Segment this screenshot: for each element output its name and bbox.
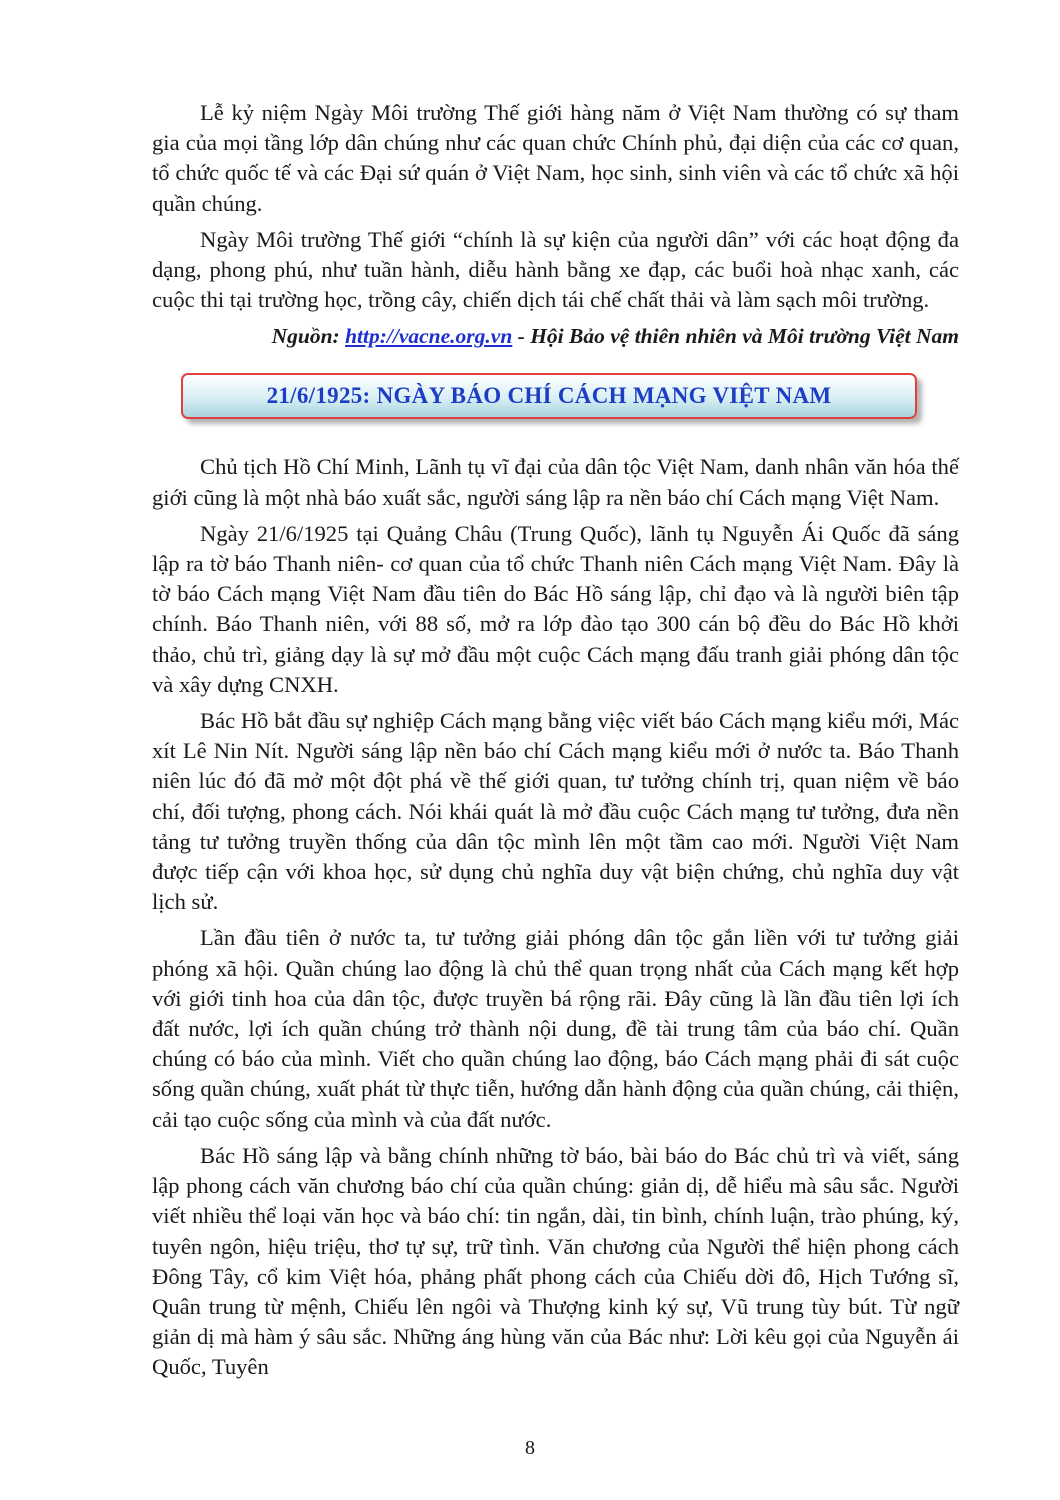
intro-paragraph-2: Ngày Môi trường Thế giới “chính là sự kiện của người dân” với các hoạt động đa dạng, phong phú, như tuần hành, diễu hành bằng xe đạp, các buổi hoà nhạc xanh, các cuộc thi tại trường học, trồng cây, chiến dịch tái chế chất thải và làm sạch môi trường. [152, 226, 959, 313]
section-banner [181, 373, 917, 421]
section-body [152, 452, 959, 1382]
section-paragraph-4: Lần đầu tiên ở nước ta, tư tưởng giải phóng dân tộc gắn liền với tư tưởng giải phóng xã hội. Quần chúng lao động là chủ thể quan trọng nhất của Cách mạng kết hợp với giới tinh hoa của dân tộc, được truyền bá rộng rãi. Đây cũng là lần đầu tiên lợi ích đất nước, lợi ích quần chúng trở thành nội dung, đề tài trung tâm của báo chí. Quần chúng có báo của mình. Viết cho quần chúng lao động, báo Cách mạng phải đi sát cuộc sống quần chúng, xuất phát từ thực tiễn, hướng dẫn hành động của quần chúng, cải thiện, cải tạo cuộc sống của mình và của đất nước. [152, 925, 959, 1132]
source-link[interactable]: http://vacne.org.vn [345, 324, 513, 349]
section-paragraph-3: Bác Hồ bắt đầu sự nghiệp Cách mạng bằng việc viết báo Cách mạng kiểu mới, Mác xít Lê Nin Nít. Người sáng lập nền báo chí Cách mạng kiểu mới ở nước ta. Báo Thanh niên lúc đó đã mở một đột phá về thế giới quan, tư tưởng chính trị, quan niệm về báo chí, đối tượng, phong cách. Nói khái quát là mở đầu cuộc Cách mạng tư tưởng, đưa nền tảng tư tưởng truyền thống của dân tộc mình lên một tầm cao mới. Người Việt Nam được tiếp cận với khoa học, sử dụng chủ nghĩa duy vật biện chứng, chủ nghĩa duy vật lịch sử. [152, 708, 959, 915]
section-paragraph-5: Bác Hồ sáng lập và bằng chính những tờ báo, bài báo do Bác chủ trì và viết, sáng lập phong cách văn chương báo chí của quần chúng: giản dị, dễ hiểu mà sâu sắc. Người viết nhiều thể loại văn học và báo chí: tin ngắn, dài, tin bình, chính luận, trào phúng, ký, tuyên ngôn, hiệu triệu, thơ tự sự, trữ tình. Văn chương của Người thể hiện phong cách Đông Tây, cổ kim Việt hóa, phảng phất phong cách của Chiếu dời đô, Hịch Tướng sĩ, Quân trung từ mệnh, Chiếu lên ngôi và Thượng kinh ký sự, Vũ trung tùy bút. Từ ngữ giản dị mà hàm ý sâu sắc. Những áng hùng văn của Bác như: Lời kêu gọi của Nguyễn ái Quốc, Tuyên [152, 1142, 959, 1380]
section-banner-box [181, 373, 917, 419]
document-page [152, 98, 959, 1389]
page-number: 8 [525, 1437, 535, 1459]
source-suffix: - Hội Bảo vệ thiên nhiên và Môi trường Việt Nam [512, 324, 959, 349]
section-paragraph-2: Ngày 21/6/1925 tại Quảng Châu (Trung Quốc), lãnh tụ Nguyễn Ái Quốc đã sáng lập ra tờ báo Thanh niên- cơ quan của tổ chức Thanh niên Cách mạng Việt Nam. Đây là tờ báo Cách mạng Việt Nam đầu tiên do Bác Hồ sáng lập, chỉ đạo và là người biên tập chính. Báo Thanh niên, với 88 số, mở ra lớp đào tạo 300 cán bộ đều do Bác Hồ khởi thảo, chủ trì, giảng dạy là sự mở đầu một cuộc Cách mạng đấu tranh giải phóng dân tộc và xây dựng CNXH. [152, 520, 959, 697]
intro-paragraph-1: Lễ kỷ niệm Ngày Môi trường Thế giới hàng năm ở Việt Nam thường có sự tham gia của mọi tầng lớp dân chúng như các quan chức Chính phủ, đại diện của các cơ quan, tổ chức quốc tế và các Đại sứ quán ở Việt Nam, học sinh, sinh viên và các tổ chức xã hội quần chúng. [152, 100, 959, 216]
source-citation [152, 321, 959, 351]
section-paragraph-1: Chủ tịch Hồ Chí Minh, Lãnh tụ vĩ đại của dân tộc Việt Nam, danh nhân văn hóa thế giới cũng là một nhà báo xuất sắc, người sáng lập ra nền báo chí Cách mạng Việt Nam. [152, 454, 959, 510]
section-title: 21/6/1925: NGÀY BÁO CHÍ CÁCH MẠNG VIỆT NAM [266, 383, 832, 409]
source-prefix: Nguồn: [271, 324, 346, 349]
